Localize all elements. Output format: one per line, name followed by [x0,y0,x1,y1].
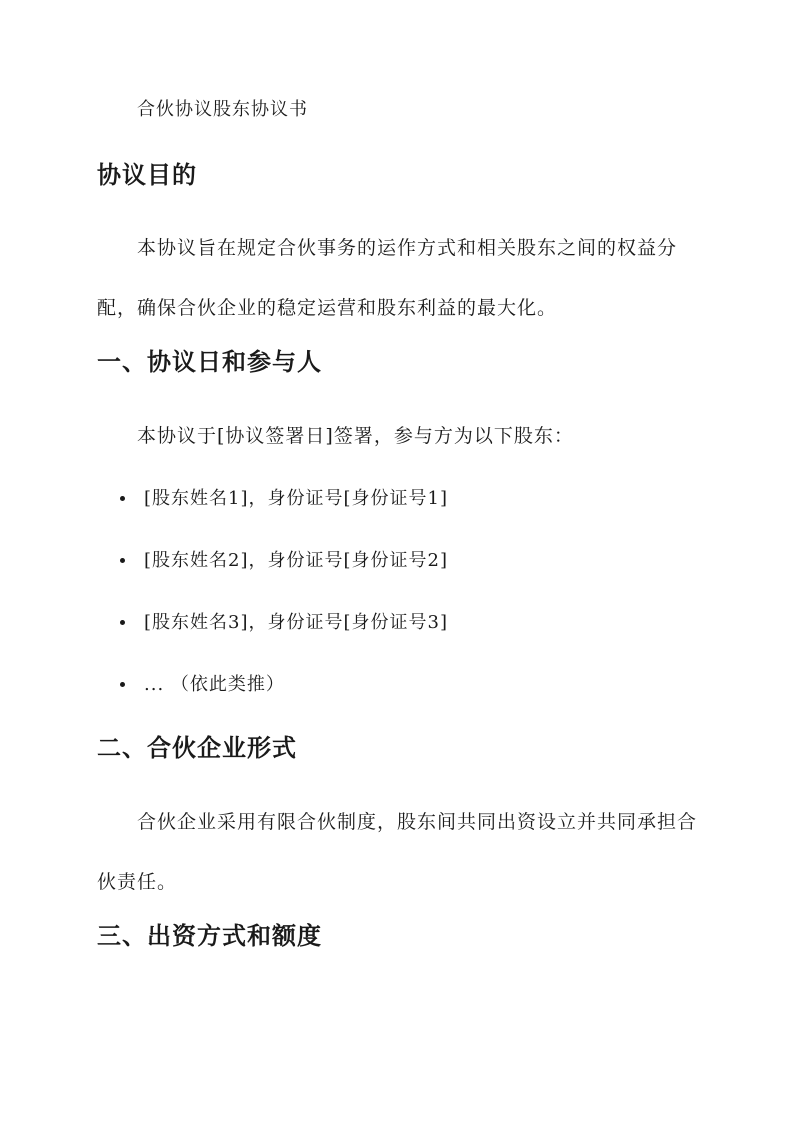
section-heading-parties: 一、协议日和参与人 [97,348,322,376]
document-title: 合伙协议股东协议书 [137,99,308,120]
bullet-icon [120,558,125,563]
shareholder-list [97,468,448,716]
section-heading-purpose: 协议目的 [97,161,197,189]
list-item [97,530,448,592]
list-item-text: [股东姓名3]，身份证号[身份证号3] [144,612,448,633]
bullet-icon [120,496,125,501]
list-item-text: ... （依此类推） [144,674,285,695]
section-paragraph-purpose: 本协议旨在规定合伙事务的运作方式和相关股东之间的权益分配，确保合伙企业的稳定运营和股东利益的最大化。 [97,237,678,319]
bullet-icon [120,620,125,625]
list-item-text: [股东姓名1]，身份证号[身份证号1] [144,488,448,509]
list-item-text: [股东姓名2]，身份证号[身份证号2] [144,550,448,571]
list-item [97,468,448,530]
section-heading-contribution: 三、出资方式和额度 [97,922,322,950]
section-paragraph-parties: 本协议于[协议签署日]签署，参与方为以下股东： [137,425,574,447]
bullet-icon [120,682,125,687]
section-paragraph-enterprise-form: 合伙企业采用有限合伙制度，股东间共同出资设立并共同承担合伙责任。 [97,811,698,893]
list-item [97,654,448,716]
list-item [97,592,448,654]
section-heading-enterprise-form: 二、合伙企业形式 [97,734,297,762]
